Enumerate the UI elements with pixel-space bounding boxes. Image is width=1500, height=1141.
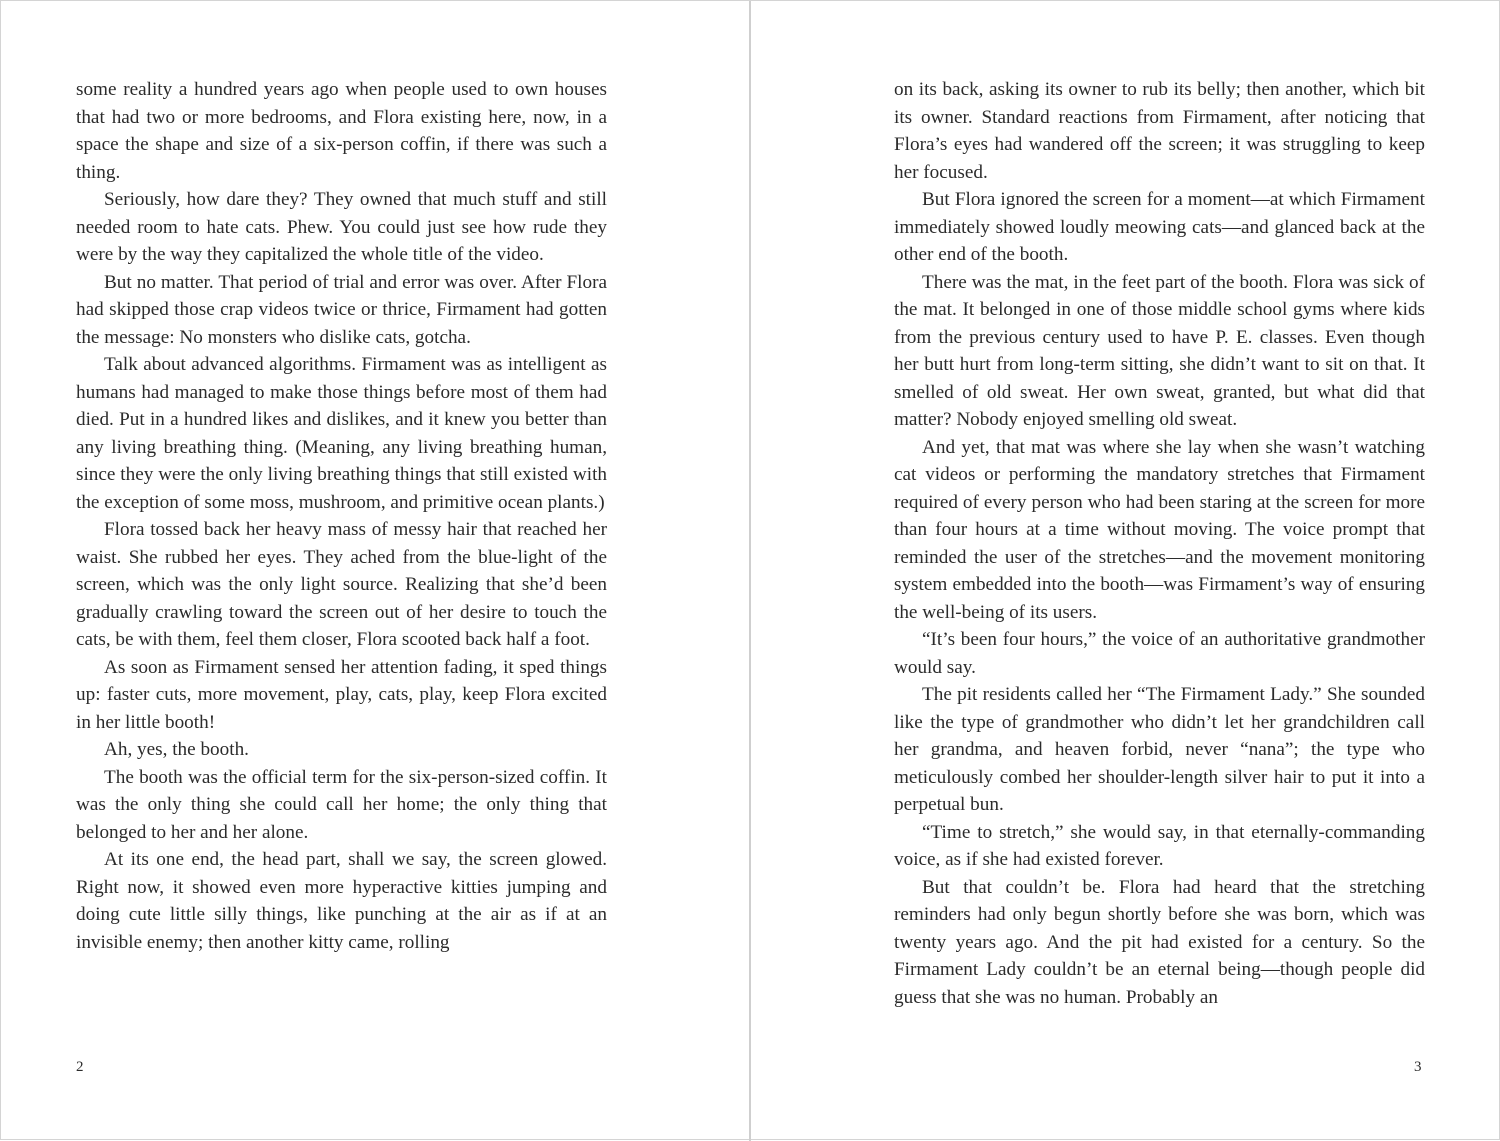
paragraph: But no matter. That period of trial and error was over. After Flora had skipped those crap videos twice or thrice, Firmament had gotten the message: No monsters who dislike cats, gotcha.: [76, 271, 607, 348]
paragraph: “It’s been four hours,” the voice of an authoritative grandmother would say.: [894, 629, 1425, 678]
paragraph: The pit residents called her “The Firmament Lady.” She sounded like the type of grandmother who didn’t let her grandchildren call her grandma, and heaven forbid, never “nana”; the type who meticulously combed her shoulder-length silver hair to put it into a perpetual bun.: [894, 684, 1425, 815]
page-number-left: 2: [76, 1059, 84, 1075]
paragraph: The booth was the official term for the six-person-sized coffin. It was the only thing she could call her home; the only thing that belonged to her and her alone.: [76, 766, 607, 843]
paragraph: And yet, that mat was where she lay when she wasn’t watching cat videos or performing the mandatory stretches that Firmament required of every person who had been staring at the screen for more than four hours at a time without moving. The voice prompt that reminded the user of the stretches—and the movement monitoring system embedded into the booth—was Firmament’s way of ensuring the well-being of its users.: [894, 436, 1425, 623]
paragraph: As soon as Firmament sensed her attention fading, it sped things up: faster cuts, more movement, play, cats, play, keep Flora excited in her little booth!: [76, 656, 607, 733]
paragraph: Seriously, how dare they? They owned that much stuff and still needed room to hate cats. Phew. You could just see how rude they were by the way they capitalized the whole title of the video.: [76, 189, 607, 265]
paragraph: Flora tossed back her heavy mass of messy hair that reached her waist. She rubbed her eyes. They ached from the blue-light of the screen, which was the only light source. Realizing that she’d been gradually crawling toward the screen out of her desire to touch the cats, be with them, feel them closer, Flora scooted back half a foot.: [76, 519, 607, 650]
paragraph: some reality a hundred years ago when people used to own houses that had two or more bedrooms, and Flora existing here, now, in a space the shape and size of a six-person coffin, if there was such a thing.: [76, 79, 607, 183]
paragraph: But that couldn’t be. Flora had heard that the stretching reminders had only begun shortly before she was born, which was twenty years ago. And the pit had existed for a century. So the Firmament Lady couldn’t be an eternal being—though people did guess that she was no human. Probably an: [894, 876, 1425, 1008]
paragraph: But Flora ignored the screen for a moment—at which Firmament immediately showed loudly meowing cats—and glanced back at the other end of the booth.: [894, 189, 1425, 265]
paragraph: At its one end, the head part, shall we say, the screen glowed. Right now, it showed even more hyperactive kitties jumping and doing cute little silly things, like punching at the air as if at an invisible enemy; then another kitty came, rolling: [76, 849, 607, 953]
paragraph: Talk about advanced algorithms. Firmament was as intelligent as humans had managed to make those things before most of them had died. Put in a hundred likes and dislikes, and it knew you better than any living breathing thing. (Meaning, any living breathing human, since they were the only living breathing things that still existed with the exception of some moss, mushroom, and primitive ocean plants.): [76, 354, 607, 513]
right-page: [894, 76, 1425, 1011]
paragraph: There was the mat, in the feet part of the booth. Flora was sick of the mat. It belonged in one of those middle school gyms where kids from the previous century used to have P. E. classes. Even though her butt hurt from long-term sitting, she didn’t want to sit on that. It smelled of old sweat. Her own sweat, granted, but what did that matter? Nobody enjoyed smelling old sweat.: [894, 271, 1425, 430]
paragraph: on its back, asking its owner to rub its belly; then another, which bit its owner. Standard reactions from Firmament, after noticing that Flora’s eyes had wandered off the screen; it was struggling to keep her focused.: [894, 79, 1425, 183]
paragraph: “Time to stretch,” she would say, in that eternally-commanding voice, as if she had existed forever.: [894, 821, 1425, 870]
paragraph: Ah, yes, the booth.: [104, 739, 249, 760]
page-number-right: 3: [1414, 1059, 1422, 1075]
book-gutter: [749, 1, 751, 1141]
left-page: [76, 76, 607, 956]
